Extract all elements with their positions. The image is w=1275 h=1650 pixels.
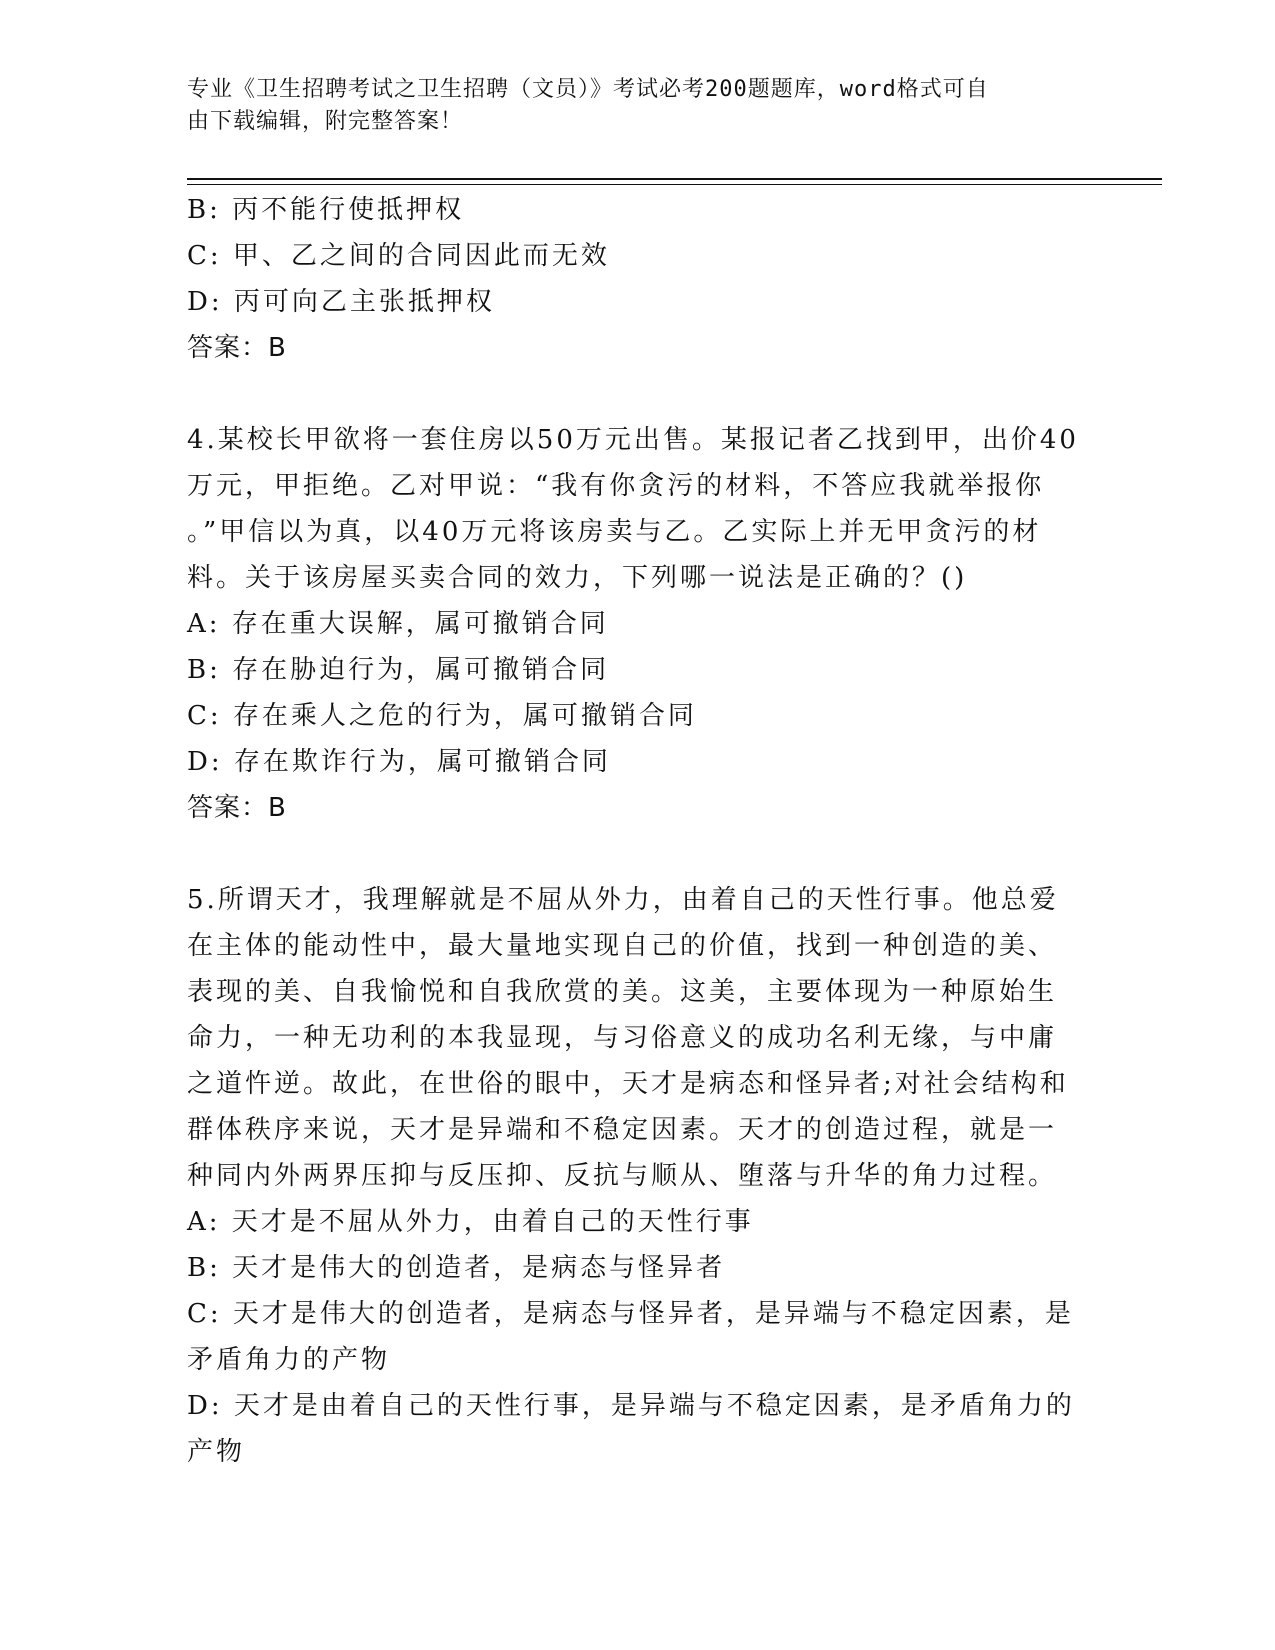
- q3-answer: 答案：B: [187, 333, 287, 363]
- spacer: [187, 831, 1087, 877]
- q5-option-c: C: 天才是伟大的创造者，是病态与怪异者，是异端与不稳定因素，是: [187, 1299, 1074, 1329]
- q4-option-d: D: 存在欺诈行为，属可撤销合同: [187, 747, 611, 777]
- header-divider-thin: [187, 184, 1162, 185]
- header-divider: [187, 178, 1162, 180]
- q3-option-c: C: 甲、乙之间的合同因此而无效: [187, 241, 610, 271]
- q5-option-b: B: 天才是伟大的创造者，是病态与怪异者: [187, 1253, 726, 1283]
- q5-stem-line: 命力，一种无功利的本我显现，与习俗意义的成功名利无缘，与中庸: [187, 1023, 1058, 1053]
- q4-stem-line: 4.某校长甲欲将一套住房以50万元出售。某报记者乙找到甲，出价40: [187, 425, 1079, 455]
- document-header: [187, 74, 1077, 138]
- q4-answer: 答案：B: [187, 793, 287, 823]
- q4-stem-line: 料。关于该房屋买卖合同的效力，下列哪一说法是正确的？(): [187, 563, 968, 593]
- q5-option-a: A: 天才是不屈从外力，由着自己的天性行事: [187, 1207, 754, 1237]
- q4-option-c: C: 存在乘人之危的行为，属可撤销合同: [187, 701, 697, 731]
- q5-stem-line: 之道忤逆。故此，在世俗的眼中，天才是病态和怪异者;对社会结构和: [187, 1069, 1069, 1099]
- q5-stem-line: 在主体的能动性中，最大量地实现自己的价值，找到一种创造的美、: [187, 931, 1058, 961]
- q3-option-d: D: 丙可向乙主张抵押权: [187, 287, 495, 317]
- q5-option-c-cont: 矛盾角力的产物: [187, 1345, 391, 1375]
- q4-option-a: A: 存在重大误解，属可撤销合同: [187, 609, 609, 639]
- q4-option-b: B: 存在胁迫行为，属可撤销合同: [187, 655, 610, 685]
- q3-option-b: B: 丙不能行使抵押权: [187, 195, 465, 225]
- document-body: [187, 187, 1087, 1475]
- question-3: [187, 187, 1087, 371]
- q5-stem-line: 群体秩序来说，天才是异端和不稳定因素。天才的创造过程，就是一: [187, 1115, 1058, 1145]
- q5-stem-line: 种同内外两界压抑与反压抑、反抗与顺从、堕落与升华的角力过程。: [187, 1161, 1058, 1191]
- question-5: [187, 877, 1087, 1475]
- spacer: [187, 371, 1087, 417]
- q5-option-d-cont: 产物: [187, 1437, 246, 1467]
- q5-stem-line: 表现的美、自我愉悦和自我欣赏的美。这美，主要体现为一种原始生: [187, 977, 1058, 1007]
- q5-stem-line: 5.所谓天才，我理解就是不屈从外力，由着自己的天性行事。他总爱: [187, 885, 1059, 915]
- header-line-1: 专业《卫生招聘考试之卫生招聘（文员）》考试必考200题题库，word格式可自: [187, 77, 989, 102]
- q5-option-d: D: 天才是由着自己的天性行事，是异端与不稳定因素，是矛盾角力的: [187, 1391, 1075, 1421]
- question-4: [187, 417, 1087, 831]
- header-line-2: 由下载编辑，附完整答案！: [187, 109, 464, 134]
- q4-stem-line: 。”甲信以为真，以40万元将该房卖与乙。乙实际上并无甲贪污的材: [187, 517, 1042, 547]
- q4-stem-line: 万元，甲拒绝。乙对甲说：“我有你贪污的材料，不答应我就举报你: [187, 471, 1045, 501]
